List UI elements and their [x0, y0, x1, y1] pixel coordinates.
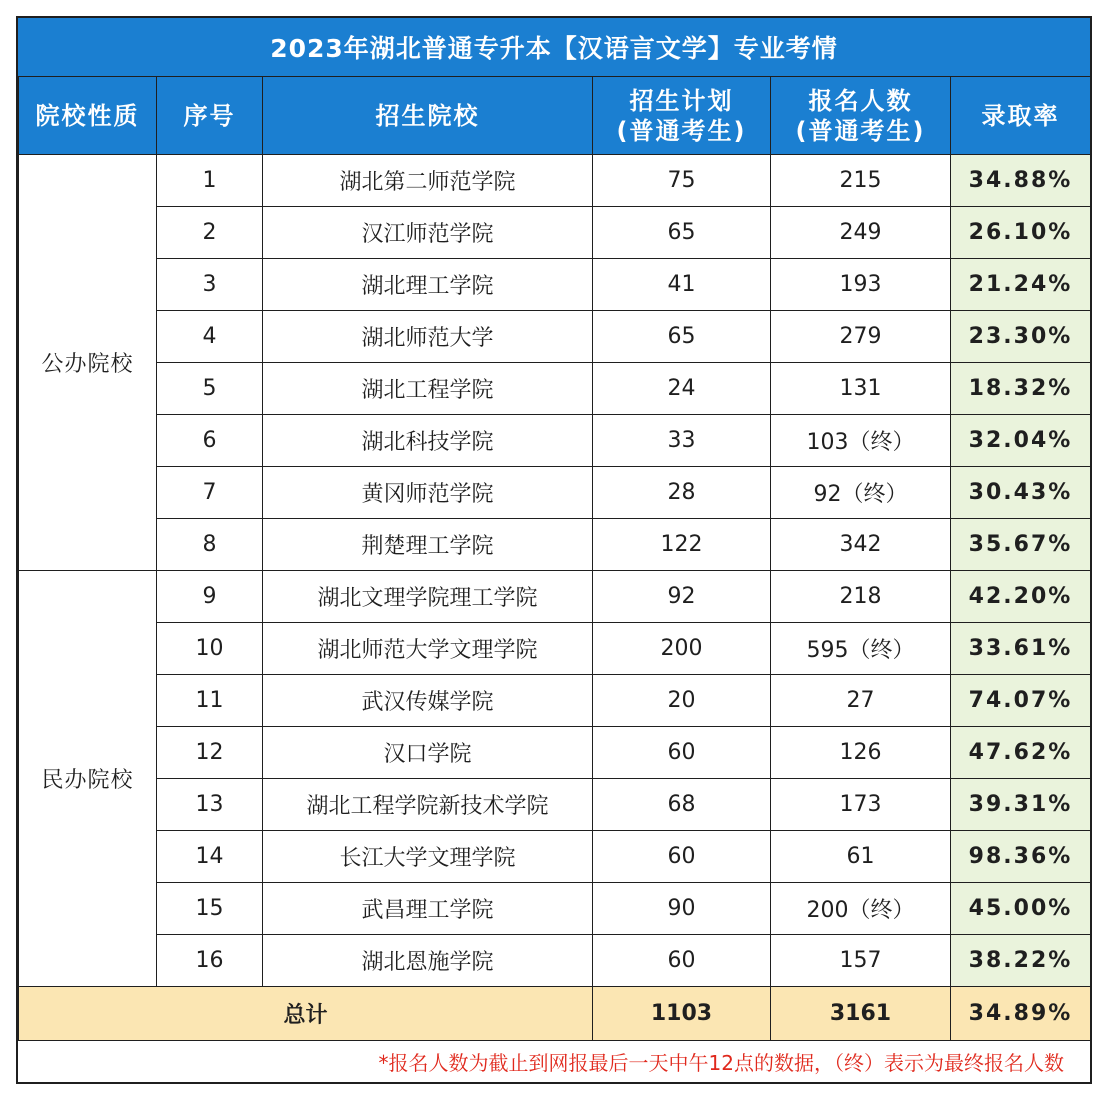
table-row — [19, 727, 1091, 779]
plan-cell: 33 — [593, 415, 771, 467]
applicants-cell: 27 — [771, 675, 951, 727]
row-number-cell: 9 — [157, 571, 263, 623]
plan-cell: 41 — [593, 259, 771, 311]
school-name-cell: 湖北工程学院新技术学院 — [263, 779, 593, 831]
row-number-cell: 14 — [157, 831, 263, 883]
plan-cell: 90 — [593, 883, 771, 935]
page-title: 2023年湖北普通专升本【汉语言文学】专业考情 — [18, 18, 1090, 78]
row-number-cell: 13 — [157, 779, 263, 831]
school-name-cell: 荆楚理工学院 — [263, 519, 593, 571]
plan-cell: 68 — [593, 779, 771, 831]
rate-cell: 18.32% — [951, 363, 1091, 415]
rate-cell: 34.88% — [951, 155, 1091, 207]
rate-cell: 23.30% — [951, 311, 1091, 363]
row-number-cell: 3 — [157, 259, 263, 311]
rate-cell: 39.31% — [951, 779, 1091, 831]
school-name-cell: 长江大学文理学院 — [263, 831, 593, 883]
rate-cell: 38.22% — [951, 935, 1091, 987]
table-row — [19, 935, 1091, 987]
table-row — [19, 415, 1091, 467]
table-row — [19, 207, 1091, 259]
row-number-cell: 1 — [157, 155, 263, 207]
school-name-cell: 湖北文理学院理工学院 — [263, 571, 593, 623]
table-row — [19, 623, 1091, 675]
header-row — [19, 77, 1091, 155]
school-name-cell: 黄冈师范学院 — [263, 467, 593, 519]
plan-cell: 92 — [593, 571, 771, 623]
applicants-cell: 131 — [771, 363, 951, 415]
plan-cell: 200 — [593, 623, 771, 675]
total-row — [19, 987, 1091, 1041]
footnote: *报名人数为截止到网报最后一天中午12点的数据，（终）表示为最终报名人数 — [378, 1051, 1064, 1075]
school-name-cell: 湖北恩施学院 — [263, 935, 593, 987]
school-name-cell: 湖北科技学院 — [263, 415, 593, 467]
table-row — [19, 519, 1091, 571]
plan-cell: 60 — [593, 831, 771, 883]
plan-cell: 60 — [593, 935, 771, 987]
applicants-cell: 126 — [771, 727, 951, 779]
applicants-cell: 595（终） — [771, 623, 951, 675]
total-rate: 34.89% — [951, 987, 1091, 1041]
rate-cell: 35.67% — [951, 519, 1091, 571]
header-school: 招生院校 — [263, 77, 593, 155]
applicants-cell: 92（终） — [771, 467, 951, 519]
applicants-cell: 200（终） — [771, 883, 951, 935]
applicants-cell: 215 — [771, 155, 951, 207]
row-number-cell: 2 — [157, 207, 263, 259]
row-number-cell: 15 — [157, 883, 263, 935]
plan-cell: 60 — [593, 727, 771, 779]
rate-cell: 30.43% — [951, 467, 1091, 519]
school-name-cell: 汉口学院 — [263, 727, 593, 779]
applicants-cell: 279 — [771, 311, 951, 363]
rate-cell: 26.10% — [951, 207, 1091, 259]
school-name-cell: 湖北工程学院 — [263, 363, 593, 415]
table-row — [19, 883, 1091, 935]
plan-cell: 75 — [593, 155, 771, 207]
table-row — [19, 155, 1091, 207]
header-applicants: 报名人数 (普通考生) — [771, 77, 951, 155]
table-body — [19, 155, 1091, 987]
applicants-cell: 103（终） — [771, 415, 951, 467]
applicants-cell: 61 — [771, 831, 951, 883]
rate-cell: 74.07% — [951, 675, 1091, 727]
school-type-cell: 民办院校 — [19, 571, 157, 987]
applicants-cell: 342 — [771, 519, 951, 571]
rate-cell: 42.20% — [951, 571, 1091, 623]
school-name-cell: 汉江师范学院 — [263, 207, 593, 259]
rate-cell: 45.00% — [951, 883, 1091, 935]
plan-cell: 28 — [593, 467, 771, 519]
table-row — [19, 311, 1091, 363]
plan-cell: 24 — [593, 363, 771, 415]
admission-table — [18, 76, 1091, 1041]
table-row — [19, 675, 1091, 727]
total-applicants: 3161 — [771, 987, 951, 1041]
row-number-cell: 16 — [157, 935, 263, 987]
row-number-cell: 10 — [157, 623, 263, 675]
applicants-cell: 218 — [771, 571, 951, 623]
rate-cell: 98.36% — [951, 831, 1091, 883]
school-type-cell: 公办院校 — [19, 155, 157, 571]
applicants-cell: 249 — [771, 207, 951, 259]
applicants-cell: 157 — [771, 935, 951, 987]
row-number-cell: 4 — [157, 311, 263, 363]
total-plan: 1103 — [593, 987, 771, 1041]
plan-cell: 65 — [593, 311, 771, 363]
school-name-cell: 湖北师范大学文理学院 — [263, 623, 593, 675]
school-name-cell: 湖北第二师范学院 — [263, 155, 593, 207]
table-row — [19, 779, 1091, 831]
header-plan: 招生计划 (普通考生) — [593, 77, 771, 155]
header-rate: 录取率 — [951, 77, 1091, 155]
school-name-cell: 湖北师范大学 — [263, 311, 593, 363]
header-type: 院校性质 — [19, 77, 157, 155]
table-frame — [16, 16, 1092, 1084]
row-number-cell: 8 — [157, 519, 263, 571]
total-label: 总计 — [19, 987, 593, 1041]
plan-cell: 20 — [593, 675, 771, 727]
table-row — [19, 363, 1091, 415]
row-number-cell: 12 — [157, 727, 263, 779]
school-name-cell: 武昌理工学院 — [263, 883, 593, 935]
applicants-cell: 193 — [771, 259, 951, 311]
school-name-cell: 湖北理工学院 — [263, 259, 593, 311]
table-row — [19, 259, 1091, 311]
row-number-cell: 11 — [157, 675, 263, 727]
rate-cell: 47.62% — [951, 727, 1091, 779]
rate-cell: 33.61% — [951, 623, 1091, 675]
plan-cell: 65 — [593, 207, 771, 259]
plan-cell: 122 — [593, 519, 771, 571]
row-number-cell: 5 — [157, 363, 263, 415]
table-row — [19, 467, 1091, 519]
table-row — [19, 571, 1091, 623]
row-number-cell: 7 — [157, 467, 263, 519]
row-number-cell: 6 — [157, 415, 263, 467]
school-name-cell: 武汉传媒学院 — [263, 675, 593, 727]
table-row — [19, 831, 1091, 883]
rate-cell: 32.04% — [951, 415, 1091, 467]
rate-cell: 21.24% — [951, 259, 1091, 311]
header-no: 序号 — [157, 77, 263, 155]
applicants-cell: 173 — [771, 779, 951, 831]
